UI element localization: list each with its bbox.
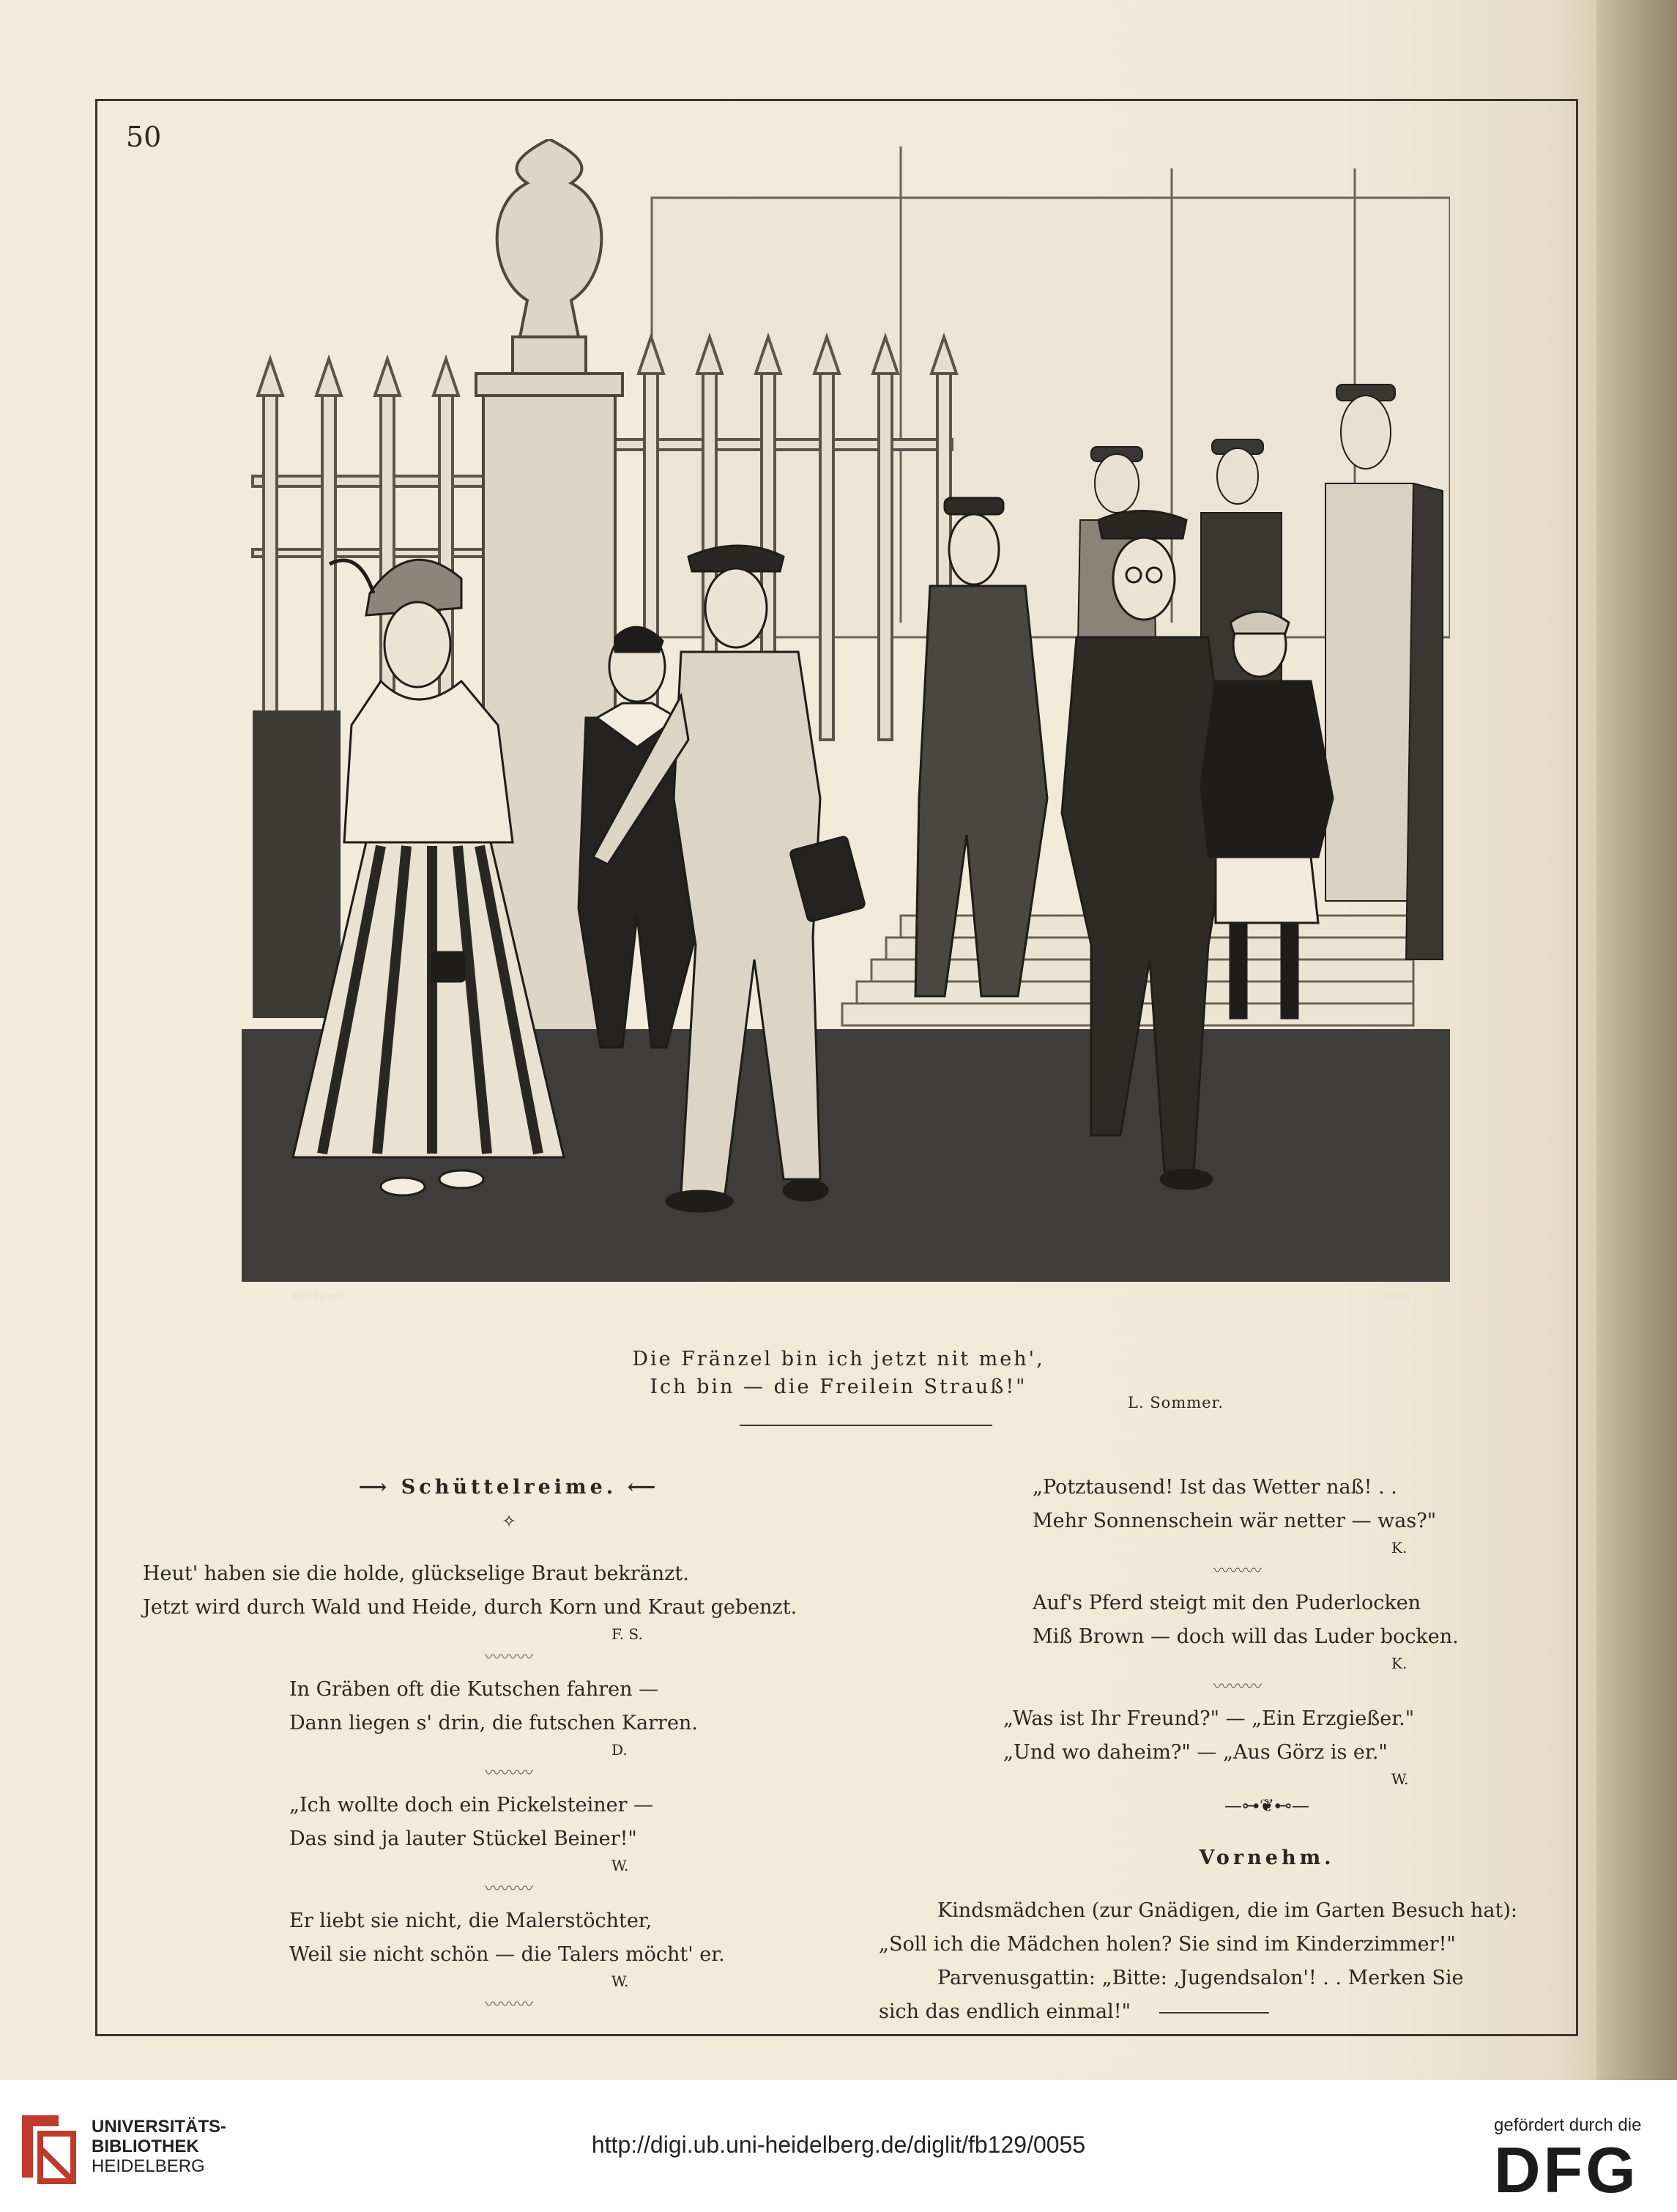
prose-line-4 bbox=[879, 1995, 1596, 2029]
section-heading-schuettelreime bbox=[143, 1471, 875, 1504]
heading-text: Schüttelreime. bbox=[401, 1476, 617, 1499]
right-poem-2-signature: K. bbox=[1391, 1655, 1408, 1672]
institution-line-1: UNIVERSITÄTS- bbox=[92, 2117, 227, 2137]
wave-separator-icon: 〰〰〰 bbox=[484, 1996, 533, 2014]
source-url-link[interactable]: http://digi.ub.uni-heidelberg.de/diglit/fb129/0055 bbox=[591, 2131, 1086, 2158]
prose-line-1: Kindsmädchen (zur Gnädigen, die im Garten Besuch hat): bbox=[937, 1899, 1518, 1922]
wave-separator-icon: 〰〰〰 bbox=[1213, 1562, 1262, 1581]
digitization-footer bbox=[0, 2080, 1677, 2212]
poem-3-line-1: „Ich wollte doch ein Pickelsteiner — bbox=[289, 1794, 654, 1816]
prose-line-2: „Soll ich die Mädchen holen? Sie sind im Kinderzimmer!" bbox=[879, 1933, 1456, 1956]
caption-line-2: Ich bin — die Freilein Strauß!" bbox=[650, 1376, 1027, 1398]
poem-4-signature: W. bbox=[611, 1972, 629, 1990]
right-poem-1-line-1: „Potztausend! Ist das Wetter naß! . . bbox=[1033, 1476, 1397, 1499]
right-poem-3-signature: W. bbox=[1391, 1770, 1409, 1788]
poem-2-line-2: Dann liegen s' drin, die futschen Karren. bbox=[289, 1712, 698, 1734]
right-poem-1-signature: K. bbox=[1391, 1539, 1408, 1556]
right-poem-2-line-1: Auf's Pferd steigt mit den Puderlocken bbox=[1033, 1592, 1421, 1614]
wave-separator-icon: 〰〰〰 bbox=[484, 1764, 533, 1783]
diamond-ornament-icon: ✧ bbox=[501, 1511, 517, 1532]
cartoon-illustration bbox=[242, 139, 1450, 1322]
closing-rule bbox=[1159, 2012, 1269, 2014]
floral-divider-icon: —⊶❦⊷— bbox=[1224, 1795, 1310, 1816]
artist-signature: Kirchner. bbox=[293, 1289, 345, 1303]
right-column bbox=[879, 1471, 1596, 2029]
right-poem-2-line-2: Miß Brown — doch will das Luder bocken. bbox=[1033, 1625, 1459, 1648]
institution-line-3: HEIDELBERG bbox=[92, 2156, 205, 2176]
poem-1-line-1: Heut' haben sie die holde, glückselige Braut bekränzt. bbox=[143, 1562, 689, 1585]
arrow-right-icon: ⟶ bbox=[358, 1476, 391, 1499]
hedge bbox=[253, 710, 341, 1018]
arrow-left-icon: ⟵ bbox=[627, 1476, 660, 1499]
prose-line-4-text: sich das endlich einmal!" bbox=[879, 2000, 1131, 2023]
left-column bbox=[143, 1471, 875, 2020]
poem-4-line-2: Weil sie nicht schön — die Talers möcht' er. bbox=[289, 1943, 725, 1966]
section-heading-vornehm: Vornehm. bbox=[1199, 1847, 1335, 1869]
poem-1-line-2: Jetzt wird durch Wald und Heide, durch Korn und Kraut gebenzt. bbox=[143, 1596, 797, 1619]
caption-line-1: Die Fränzel bin ich jetzt nit meh', bbox=[632, 1348, 1045, 1370]
funded-by-label: gefördert durch die bbox=[1494, 2115, 1642, 2135]
prose-line-3: Parvenusgattin: „Bitte: ‚Jugendsalon'! . . Merken Sie bbox=[937, 1967, 1464, 1989]
poem-2-line-1: In Gräben oft die Kutschen fahren — bbox=[289, 1678, 659, 1701]
caption-author: L. Sommer. bbox=[1128, 1394, 1224, 1411]
wave-separator-icon: 〰〰〰 bbox=[484, 1880, 533, 1899]
poem-1-signature: F. S. bbox=[611, 1625, 643, 1643]
institution-line-2: BIBLIOTHEK bbox=[92, 2137, 199, 2156]
right-poem-3-line-1: „Was ist Ihr Freund?" — „Ein Erzgießer." bbox=[1003, 1707, 1415, 1730]
wave-separator-icon: 〰〰〰 bbox=[484, 1649, 533, 1667]
wave-separator-icon: 〰〰〰 bbox=[1213, 1678, 1262, 1696]
caption-rule bbox=[740, 1425, 992, 1426]
printer-mark: MR© bbox=[1384, 1291, 1410, 1303]
right-poem-1-line-2: Mehr Sonnenschein wär netter — was?" bbox=[1033, 1510, 1437, 1532]
poem-3-signature: W. bbox=[611, 1857, 629, 1874]
poem-4-line-1: Er liebt sie nicht, die Malerstöchter, bbox=[289, 1909, 652, 1932]
poem-3-line-2: Das sind ja lauter Stückel Beiner!" bbox=[289, 1827, 637, 1850]
right-poem-3-line-2: „Und wo daheim?" — „Aus Görz is er." bbox=[1003, 1741, 1388, 1764]
poem-2-signature: D. bbox=[611, 1741, 628, 1759]
dfg-logo: DFG bbox=[1494, 2134, 1639, 2206]
page-edge-shadow bbox=[1596, 0, 1677, 2080]
page-number: 50 bbox=[126, 121, 162, 153]
